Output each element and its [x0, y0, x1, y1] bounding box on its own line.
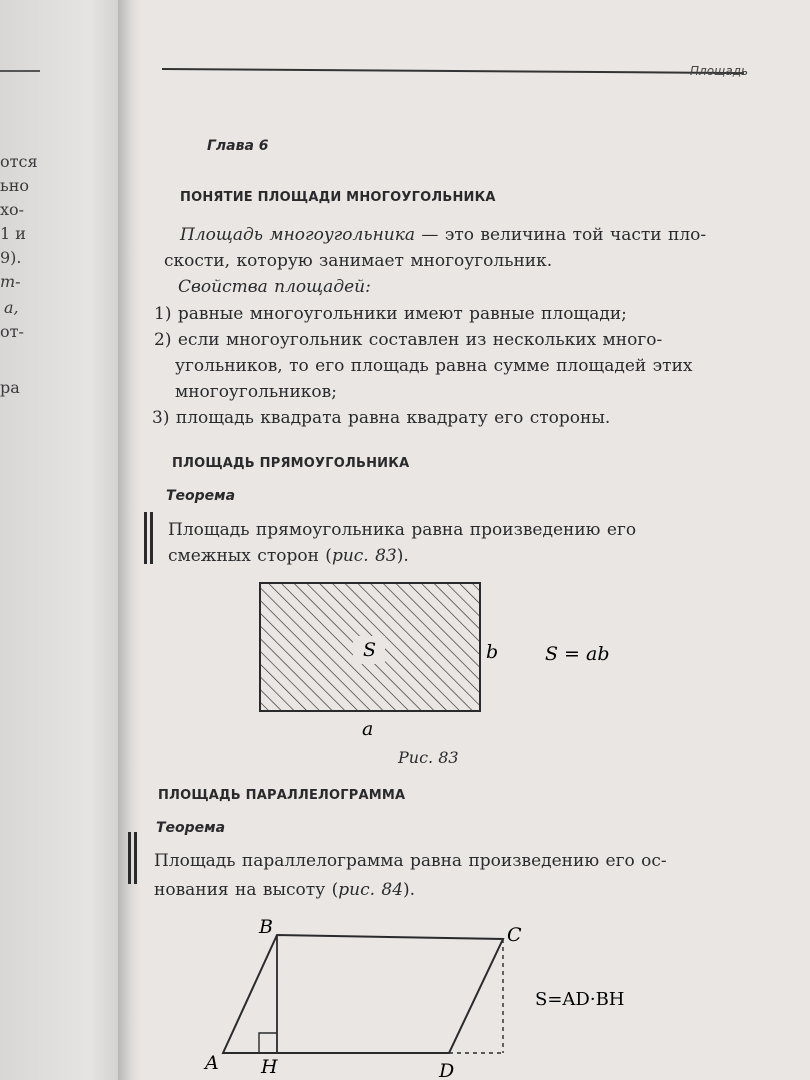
header-rule: [162, 68, 744, 74]
left-text-fragment: т-: [0, 272, 21, 291]
property-item-1: [154, 301, 627, 327]
theorem-text-line-2: нования на высоту (рис. 84).: [154, 880, 416, 900]
left-text-fragment: 9).: [0, 248, 22, 267]
vertex-B: B: [259, 916, 273, 938]
theorem-label: Теорема: [156, 820, 226, 836]
chapter-title: Глава 6: [207, 138, 269, 154]
property-item-2: [154, 327, 662, 353]
theorem-bar: [144, 512, 147, 564]
theorem-bar: [128, 832, 131, 884]
theorem-bar: [150, 512, 153, 564]
item-text: равные многоугольники имеют равные площади;: [177, 304, 627, 324]
left-text-fragment: ьно: [0, 176, 30, 195]
vertex-C: C: [507, 924, 522, 946]
formula-parallelogram: S=AD·BH: [535, 989, 625, 1010]
left-text-fragment: a,: [4, 298, 19, 317]
left-text-fragment: 1 и: [0, 224, 26, 243]
item-text: если многоугольник составлен из нескольких много-: [177, 330, 663, 350]
figure-83-caption: Рис. 83: [398, 748, 459, 767]
left-text-fragment: от-: [0, 322, 24, 341]
left-text-fragment: хо-: [0, 200, 25, 219]
definition-term: Площадь многоугольника: [180, 225, 416, 245]
property-item-3: [152, 405, 610, 431]
property-item-2-line-3: многоугольников;: [175, 382, 337, 402]
right-angle-mark: [259, 1033, 277, 1053]
item-number: 2): [154, 330, 172, 350]
formula-rectangle: S = ab: [545, 643, 610, 665]
theorem-text-line-2: смежных сторон (рис. 83).: [168, 546, 409, 566]
label-side-b: b: [486, 641, 499, 663]
left-text-fragment: ра: [0, 378, 20, 397]
definition-text: — это величина той части пло-: [415, 225, 707, 245]
section-heading-parallelogram-area: ПЛОЩАДЬ ПАРАЛЛЕЛОГРАММА: [158, 788, 406, 803]
label-area-S: S: [363, 639, 377, 661]
parallelogram: [223, 935, 503, 1053]
theorem-label: Теорема: [166, 488, 236, 504]
figure-84-parallelogram: [195, 915, 675, 1080]
vertex-H: H: [261, 1056, 278, 1078]
section-heading-rectangle-area: ПЛОЩАДЬ ПРЯМОУГОЛЬНИКА: [172, 456, 410, 471]
item-number: 1): [154, 304, 172, 324]
running-head: Площадь: [690, 64, 749, 78]
definition-line-1: [180, 222, 706, 248]
item-number: 3): [152, 408, 170, 428]
left-text-fragment: отся: [0, 152, 38, 171]
figure-reference: рис. 84: [338, 880, 404, 900]
item-text: площадь квадрата равна квадрату его стороны.: [175, 408, 611, 428]
properties-title: Свойства площадей:: [178, 277, 371, 297]
figure-83-rectangle: [250, 578, 650, 748]
vertex-A: A: [205, 1052, 219, 1074]
theorem-text-line-1: Площадь прямоугольника равна произведению его: [168, 520, 637, 540]
theorem-bar: [134, 832, 137, 884]
property-item-2-line-2: угольников, то его площадь равна сумме площадей этих: [175, 356, 693, 376]
vertex-D: D: [439, 1060, 455, 1080]
left-page-fragment: [0, 0, 128, 1080]
book-gutter: [118, 0, 140, 1080]
figure-reference: рис. 83: [331, 546, 397, 566]
definition-line-2: скости, которую занимает многоугольник.: [164, 251, 553, 271]
theorem-text-line-1: Площадь параллелограмма равна произведению его ос-: [154, 851, 667, 871]
label-side-a: a: [362, 718, 374, 740]
left-page-rule: [0, 70, 40, 72]
section-heading-polygon-area: ПОНЯТИЕ ПЛОЩАДИ МНОГОУГОЛЬНИКА: [180, 190, 496, 205]
